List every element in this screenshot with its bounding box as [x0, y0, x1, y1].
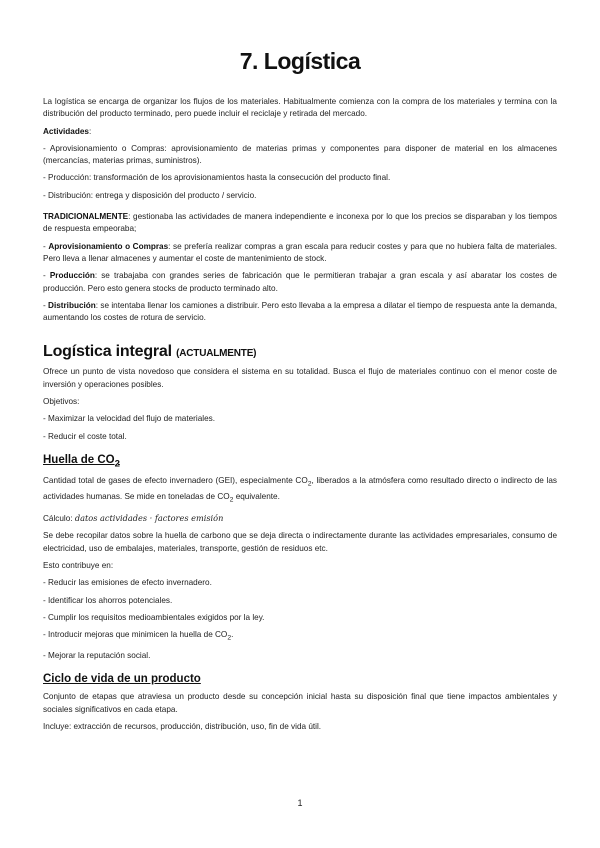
traditional-paragraph: TRADICIONALMENTE: gestionaba las actividades de manera independiente e inconexa por lo que los precios se disparaban y los tiempos de respuesta empeoraba;: [43, 212, 557, 234]
co2-item: - Mejorar la reputación social.: [43, 651, 151, 661]
activities-heading: Actividades: [43, 126, 89, 136]
lifecycle-includes: Incluye: extracción de recursos, producción, distribución, uso, fin de vida útil.: [43, 722, 322, 732]
activity-item: - Producción: transformación de los aprovisionamientos hasta la consecución del producto final.: [43, 173, 391, 183]
traditional-item: - Producción: se trabajaba con grandes series de fabricación que le permitieran trabajar a gran escala y así abaratar los costes de producción. Pero esto genera stocks de producto terminado alto.: [43, 271, 557, 293]
activity-item: - Aprovisionamiento o Compras: aprovisionamiento de materias primas y componentes para disponer de material en los almacenes (mercancías, materias primas, suministros).: [43, 143, 557, 166]
activity-item: - Distribución: entrega y disposición del producto / servicio.: [43, 190, 257, 200]
objective-item: - Reducir el coste total.: [43, 431, 127, 441]
traditional-item: - Distribución: se intentaba llenar los camiones a distribuir. Pero esto llevaba a la empresa a dilatar el tiempo de respuesta ante la demanda, aumentando los costes de rotura de servicio.: [43, 300, 557, 323]
lifecycle-heading: Ciclo de vida de un producto: [43, 673, 201, 686]
objective-item: - Maximizar la velocidad del flujo de materiales.: [43, 414, 216, 424]
co2-paragraph-2: Se debe recopilar datos sobre la huella de carbono que se deja directa o indirectamente durante las actividades empresariales, consumo de electricidad, uso de embalajes, materiales, transporte, gestión de residuos etc.: [43, 531, 557, 553]
co2-item: - Reducir las emisiones de efecto invernadero.: [43, 578, 212, 588]
calc-line: Cálculo: datos actividades · factores emisión: [43, 513, 224, 524]
co2-heading: Huella de $CO_2$: [43, 453, 120, 470]
activities-heading-line: Actividades:: [43, 126, 92, 136]
calc-formula: datos actividades · factores emisión: [74, 513, 224, 524]
traditional-item: - Aprovisionamiento o Compras: se prefería realizar compras a gran escala para reducir costes y para que no hubiera falta de materiales. Pero lleva a llenar almacenes y aumentar el coste de mantenimiento de stock.: [43, 241, 557, 263]
traditional-label: TRADICIONALMENTE: [43, 212, 129, 222]
integral-paragraph: Ofrece un punto de vista novedoso que considera el sistema en su totalidad. Busca el flujo de materiales continuo con el menor coste de inversión y operaciones posibles.: [43, 367, 557, 389]
page-number: 1: [297, 798, 303, 808]
co2-paragraph: Cantidad total de gases de efecto invernadero (GEI), especialmente $CO_2$, liberados a la atmósfera como resultado directo o indirecto de las actividades humanas. Se mide en toneladas de $CO_2$ equivalente.: [43, 476, 557, 504]
lifecycle-paragraph: Conjunto de etapas que atraviesa un producto desde su concepción inicial hasta su disposición final que tiene impactos ambientales y sociales significativos en cada etapa.: [43, 692, 557, 714]
integral-heading: Logística integral (ACTUALMENTE): [43, 343, 257, 361]
co2-item: - Cumplir los requisitos medioambientales exigidos por la ley.: [43, 612, 265, 622]
page-title: 7. Logística: [239, 48, 361, 74]
co2-item: - Identificar los ahorros potenciales.: [43, 595, 173, 605]
objectives-label: Objetivos:: [43, 397, 80, 407]
contributes-label: Esto contribuye en:: [43, 561, 114, 570]
intro-paragraph: La logística se encarga de organizar los flujos de los materiales. Habitualmente comienza con la compra de los materiales y termina con la distribución del producto terminado, pero puede incluir el reciclaje y retirada del mercado.: [43, 97, 557, 119]
co2-item: - Introducir mejoras que minimicen la huella de $CO_2$.: [43, 630, 234, 642]
page-content: [43, 48, 557, 733]
